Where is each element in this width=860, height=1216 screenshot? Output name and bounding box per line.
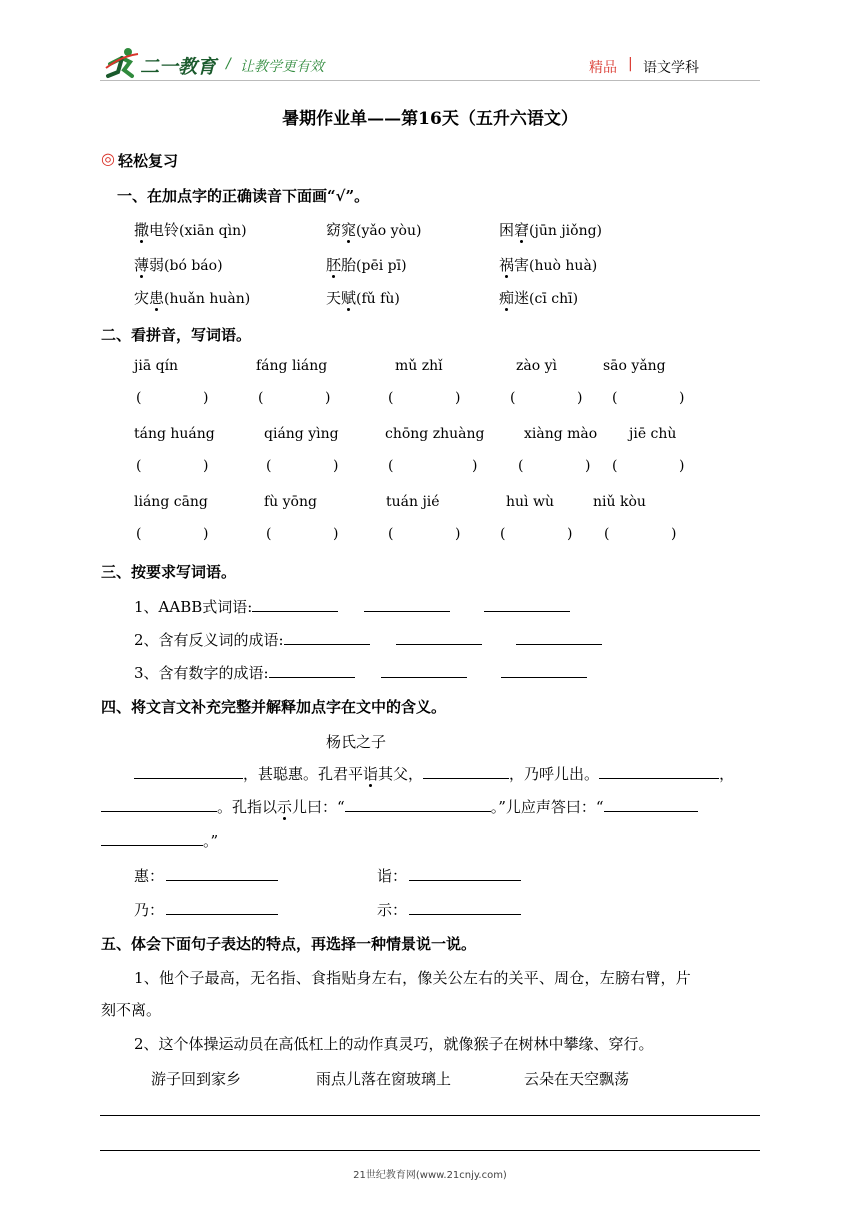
dotted-char: 胚: [326, 256, 342, 274]
answer-blank[interactable]: [364, 597, 450, 612]
q5-sentence-1: 1、他个子最高，无名指、食指贴身左右，像关公左右的关平、周仓，左膀右臂，片: [134, 969, 691, 987]
answer-paren-close: ): [325, 390, 331, 406]
answer-paren-close: ): [455, 390, 461, 406]
dotted-char: 示: [277, 798, 293, 816]
header-subject: 语文学科: [643, 60, 699, 76]
term-yi: 诣：: [377, 865, 521, 886]
q1-item: 胚胎(pēi pī): [326, 256, 407, 274]
dotted-char: 窘: [514, 221, 530, 239]
answer-blank[interactable]: [166, 900, 278, 915]
answer-paren-open: (: [266, 458, 272, 474]
passage-line-3: 。”: [101, 830, 218, 851]
answer-blank[interactable]: [134, 764, 243, 779]
answer-paren-close: ): [679, 390, 685, 406]
pinyin-prompt: tuán jié: [386, 494, 440, 510]
q1-item: 天赋(fǔ fù): [326, 289, 400, 307]
answer-paren-close: ): [333, 526, 339, 542]
answer-paren-open: (: [604, 526, 610, 542]
dotted-char: 祸: [499, 256, 515, 274]
answer-paren-open: (: [388, 458, 394, 474]
q2-heading: 二、看拼音，写词语。: [101, 326, 252, 344]
pinyin-prompt: niǔ kòu: [593, 494, 646, 510]
q3-heading: 三、按要求写词语。: [101, 563, 237, 581]
q1-item: 薄弱(bó báo): [134, 256, 223, 274]
dotted-char: 赋: [341, 289, 357, 307]
answer-paren-open: (: [136, 390, 142, 406]
answer-blank[interactable]: [516, 630, 602, 645]
answer-blank[interactable]: [252, 597, 338, 612]
pinyin-prompt: mǔ zhǐ: [395, 358, 443, 374]
q3-item-number: 3、含有数字的成语:: [134, 662, 587, 683]
q5-scene: 云朵在天空飘荡: [524, 1070, 630, 1088]
answer-paren-close: ): [679, 458, 685, 474]
answer-paren-open: (: [612, 390, 618, 406]
pinyin-prompt: huì wù: [506, 494, 554, 510]
answer-paren-open: (: [258, 390, 264, 406]
answer-paren-close: ): [333, 458, 339, 474]
header-quality: 精品: [589, 60, 617, 76]
passage-title: 杨氏之子: [326, 733, 387, 751]
pinyin-prompt: jiā qín: [134, 358, 179, 374]
header-divider: |: [628, 56, 633, 72]
answer-paren-close: ): [577, 390, 583, 406]
brand-name: 二一教育: [140, 56, 217, 78]
dotted-char: 窕: [341, 221, 357, 239]
pinyin-prompt: liáng cāng: [134, 494, 208, 510]
q3-item-antonym: 2、含有反义词的成语:: [134, 629, 602, 650]
q3-item-aabb: 1、AABB式词语:: [134, 596, 570, 617]
answer-paren-open: (: [266, 526, 272, 542]
dotted-char: 痴: [499, 289, 515, 307]
term-shi: 示：: [377, 899, 521, 920]
answer-paren-open: (: [388, 526, 394, 542]
dotted-char: 薄: [134, 256, 150, 274]
pinyin-prompt: chōng zhuàng: [385, 426, 485, 442]
answer-paren-open: (: [510, 390, 516, 406]
q1-heading: 一、在加点字的正确读音下面画“√”。: [117, 187, 370, 205]
header-separator: /: [226, 56, 231, 72]
answer-paren-open: (: [136, 458, 142, 474]
answer-paren-close: ): [567, 526, 573, 542]
answer-blank[interactable]: [284, 630, 370, 645]
q5-scene: 雨点儿落在窗玻璃上: [316, 1070, 452, 1088]
answer-blank[interactable]: [345, 797, 491, 812]
pinyin-prompt: fáng liáng: [256, 358, 328, 374]
answer-paren-open: (: [518, 458, 524, 474]
dotted-char: 患: [149, 289, 165, 307]
answer-blank[interactable]: [166, 866, 278, 881]
q5-sentence-2: 2、这个体操运动员在高低杠上的动作真灵巧，就像猴子在树林中攀缘、穿行。: [134, 1035, 654, 1053]
footer-source: 21世纪教育网(www.21cnjy.com): [353, 1170, 507, 1181]
passage-line-1: ，甚聪惠。孔君平诣其父， ，乃呼儿出。 ，: [134, 763, 734, 784]
answer-blank[interactable]: [409, 900, 521, 915]
q5-heading: 五、体会下面句子表达的特点，再选择一种情景说一说。: [101, 935, 477, 953]
pinyin-prompt: sāo yǎng: [603, 358, 666, 374]
answer-paren-open: (: [612, 458, 618, 474]
header-rule: [100, 80, 760, 81]
q5-scene: 游子回到家乡: [151, 1070, 242, 1088]
pinyin-prompt: jiē chù: [629, 426, 677, 442]
answer-blank[interactable]: [269, 663, 355, 678]
term-nai: 乃：: [134, 899, 278, 920]
q1-item: 困窘(jūn jiǒng): [499, 221, 603, 239]
page-title: 暑期作业单——第16天（五升六语文）: [282, 109, 578, 129]
target-icon: ◎: [101, 149, 115, 168]
header-slogan: 让教学更有效: [240, 59, 324, 75]
answer-paren-close: ): [203, 526, 209, 542]
answer-blank[interactable]: [484, 597, 570, 612]
answer-paren-close: ): [472, 458, 478, 474]
pinyin-prompt: fù yōng: [264, 494, 317, 510]
dotted-char: 诣: [363, 765, 379, 783]
answer-paren-close: ): [203, 390, 209, 406]
q5-sentence-1-cont: 刻不离。: [101, 1001, 162, 1019]
writing-line[interactable]: [100, 1115, 760, 1116]
dotted-char: 撒: [134, 221, 150, 239]
answer-blank[interactable]: [599, 764, 719, 779]
answer-paren-close: ): [585, 458, 591, 474]
answer-blank[interactable]: [604, 797, 698, 812]
passage-line-2: 。孔指以示儿曰：“ 。”儿应声答曰：“: [101, 796, 698, 817]
answer-paren-close: ): [203, 458, 209, 474]
answer-paren-open: (: [136, 526, 142, 542]
pinyin-prompt: qiáng yìng: [264, 426, 339, 442]
pinyin-prompt: xiàng mào: [524, 426, 598, 442]
answer-paren-open: (: [500, 526, 506, 542]
answer-paren-close: ): [671, 526, 677, 542]
pinyin-prompt: táng huáng: [134, 426, 215, 442]
answer-blank[interactable]: [396, 630, 482, 645]
q1-item: 撒电铃(xiān qìn): [134, 221, 247, 239]
q1-item: 祸害(huò huà): [499, 256, 598, 274]
section-label: 轻松复习: [118, 152, 179, 170]
answer-blank[interactable]: [101, 831, 203, 846]
q1-item: 痴迷(cī chī): [499, 289, 579, 307]
pinyin-prompt: zào yì: [516, 358, 557, 374]
logo: [104, 46, 216, 80]
answer-paren-close: ): [455, 526, 461, 542]
writing-line[interactable]: [100, 1150, 760, 1151]
q1-item: 灾患(huǎn huàn): [134, 289, 251, 307]
term-hui: 惠：: [134, 865, 278, 886]
q4-heading: 四、将文言文补充完整并解释加点字在文中的含义。: [101, 698, 447, 716]
answer-blank[interactable]: [501, 663, 587, 678]
runner-logo-icon: [104, 46, 140, 80]
answer-blank[interactable]: [423, 764, 509, 779]
answer-blank[interactable]: [381, 663, 467, 678]
answer-paren-open: (: [388, 390, 394, 406]
answer-blank[interactable]: [101, 797, 217, 812]
q1-item: 窈窕(yǎo yòu): [326, 221, 422, 239]
answer-blank[interactable]: [409, 866, 521, 881]
